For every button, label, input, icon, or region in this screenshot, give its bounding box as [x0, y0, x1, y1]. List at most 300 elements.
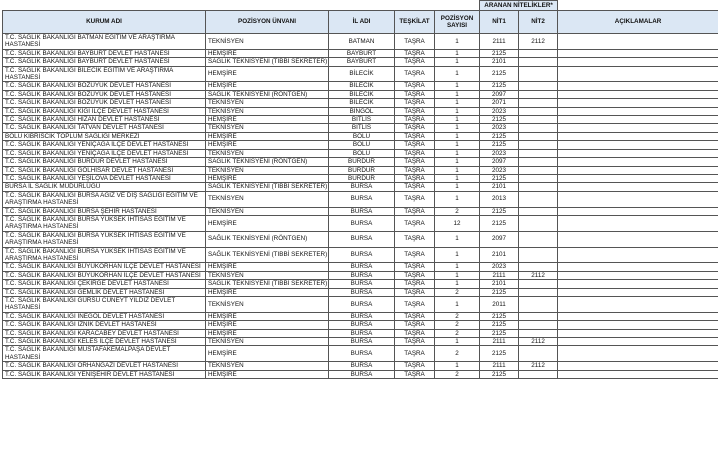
cell-pozisyon-unvani: TEKNİSYEN — [206, 34, 329, 50]
cell-nit1: 2125 — [480, 329, 519, 337]
cell-teskilat: TAŞRA — [395, 329, 435, 337]
job-listing-document — [2, 0, 718, 454]
cell-nit2: 2112 — [519, 271, 558, 279]
cell-nit1: 2125 — [480, 66, 519, 82]
cell-aciklama — [558, 215, 718, 231]
cell-pozisyon-sayisi: 1 — [435, 90, 480, 98]
cell-pozisyon-unvani: SAĞLIK TEKNİSYENİ (RÖNTGEN) — [206, 158, 329, 166]
cell-pozisyon-sayisi: 2 — [435, 207, 480, 215]
cell-aciklama — [558, 191, 718, 207]
table-body — [3, 34, 719, 379]
cell-nit1: 2125 — [480, 207, 519, 215]
cell-aciklama — [558, 174, 718, 182]
cell-teskilat: TAŞRA — [395, 82, 435, 90]
cell-kurum-adi: T.C. SAĞLIK BAKANLIĞI BOZÜYÜK DEVLET HASTANESİ — [3, 99, 206, 107]
cell-il-adi: BİLECİK — [329, 90, 395, 98]
cell-pozisyon-sayisi: 1 — [435, 271, 480, 279]
cell-kurum-adi: BURSA İL SAĞLIK MÜDÜRLÜĞÜ — [3, 183, 206, 191]
cell-nit1: 2111 — [480, 271, 519, 279]
cell-kurum-adi: T.C. SAĞLIK BAKANLIĞI BURSA YÜKSEK İHTİSAS EĞİTİM VE ARAŞTIRMA HASTANESİ — [3, 231, 206, 247]
table-row — [3, 231, 719, 247]
cell-pozisyon-sayisi: 12 — [435, 215, 480, 231]
header-pozisyon-sayisi: POZİSYON SAYISI — [435, 11, 480, 34]
cell-pozisyon-sayisi: 1 — [435, 158, 480, 166]
cell-pozisyon-sayisi: 1 — [435, 99, 480, 107]
cell-nit1: 2125 — [480, 116, 519, 124]
cell-kurum-adi: T.C. SAĞLIK BAKANLIĞI İZNİK DEVLET HASTANESİ — [3, 321, 206, 329]
cell-kurum-adi: T.C. SAĞLIK BAKANLIĞI BÜYÜKORHAN İLÇE DEVLET HASTANESİ — [3, 263, 206, 271]
cell-teskilat: TAŞRA — [395, 149, 435, 157]
cell-il-adi: BURSA — [329, 338, 395, 346]
cell-kurum-adi: T.C. SAĞLIK BAKANLIĞI BAYBURT DEVLET HASTANESİ — [3, 58, 206, 66]
cell-nit2 — [519, 329, 558, 337]
cell-teskilat: TAŞRA — [395, 174, 435, 182]
table-row — [3, 247, 719, 263]
cell-teskilat: TAŞRA — [395, 247, 435, 263]
cell-nit2 — [519, 124, 558, 132]
cell-il-adi: BOLU — [329, 132, 395, 140]
cell-nit1: 2111 — [480, 34, 519, 50]
cell-teskilat: TAŞRA — [395, 99, 435, 107]
table-row — [3, 263, 719, 271]
cell-il-adi: BURSA — [329, 215, 395, 231]
cell-teskilat: TAŞRA — [395, 312, 435, 320]
cell-nit1: 2101 — [480, 247, 519, 263]
cell-nit2 — [519, 231, 558, 247]
cell-teskilat: TAŞRA — [395, 297, 435, 313]
cell-teskilat: TAŞRA — [395, 124, 435, 132]
cell-il-adi: BURSA — [329, 329, 395, 337]
header-aciklamalar: AÇIKLAMALAR — [558, 11, 718, 34]
table-row — [3, 90, 719, 98]
cell-il-adi: BAYBURT — [329, 58, 395, 66]
cell-kurum-adi: T.C. SAĞLIK BAKANLIĞI GÖLHİSAR DEVLET HASTANESİ — [3, 166, 206, 174]
cell-teskilat: TAŞRA — [395, 132, 435, 140]
cell-teskilat: TAŞRA — [395, 116, 435, 124]
cell-pozisyon-unvani: TEKNİSYEN — [206, 166, 329, 174]
cell-pozisyon-sayisi: 1 — [435, 49, 480, 57]
cell-teskilat: TAŞRA — [395, 49, 435, 57]
cell-aciklama — [558, 149, 718, 157]
cell-pozisyon-sayisi: 2 — [435, 312, 480, 320]
cell-il-adi: BİTLİS — [329, 124, 395, 132]
cell-teskilat: TAŞRA — [395, 141, 435, 149]
cell-aciklama — [558, 321, 718, 329]
cell-teskilat: TAŞRA — [395, 362, 435, 370]
cell-pozisyon-unvani: SAĞLIK TEKNİSYENİ (TIBBİ SEKRETER) — [206, 183, 329, 191]
cell-pozisyon-sayisi: 1 — [435, 107, 480, 115]
cell-kurum-adi: T.C. SAĞLIK BAKANLIĞI YEŞİLOVA DEVLET HASTANESİ — [3, 174, 206, 182]
cell-aciklama — [558, 82, 718, 90]
cell-nit2 — [519, 166, 558, 174]
cell-nit1: 2125 — [480, 215, 519, 231]
cell-teskilat: TAŞRA — [395, 90, 435, 98]
cell-aciklama — [558, 312, 718, 320]
cell-teskilat: TAŞRA — [395, 271, 435, 279]
cell-nit1: 2023 — [480, 166, 519, 174]
cell-pozisyon-sayisi: 2 — [435, 329, 480, 337]
cell-aciklama — [558, 99, 718, 107]
cell-pozisyon-sayisi: 1 — [435, 34, 480, 50]
cell-teskilat: TAŞRA — [395, 107, 435, 115]
cell-nit1: 2023 — [480, 149, 519, 157]
table-row — [3, 191, 719, 207]
cell-pozisyon-unvani: HEMŞİRE — [206, 174, 329, 182]
cell-aciklama — [558, 297, 718, 313]
header-nit2: NİT2 — [519, 11, 558, 34]
cell-pozisyon-unvani: TEKNİSYEN — [206, 362, 329, 370]
cell-aciklama — [558, 34, 718, 50]
cell-il-adi: BURSA — [329, 191, 395, 207]
cell-aciklama — [558, 207, 718, 215]
cell-nit2 — [519, 116, 558, 124]
cell-nit2 — [519, 280, 558, 288]
cell-teskilat: TAŞRA — [395, 34, 435, 50]
cell-nit1: 2097 — [480, 231, 519, 247]
table-row — [3, 124, 719, 132]
cell-il-adi: BURSA — [329, 280, 395, 288]
cell-nit2 — [519, 82, 558, 90]
cell-teskilat: TAŞRA — [395, 207, 435, 215]
cell-nit2 — [519, 370, 558, 378]
header-pozisyon-unvani: POZİSYON ÜNVANI — [206, 11, 329, 34]
cell-aciklama — [558, 329, 718, 337]
cell-aciklama — [558, 271, 718, 279]
cell-nit1: 2023 — [480, 124, 519, 132]
cell-il-adi: BİNGÖL — [329, 107, 395, 115]
cell-pozisyon-sayisi: 1 — [435, 191, 480, 207]
cell-il-adi: BOLU — [329, 149, 395, 157]
header-nit1: NİT1 — [480, 11, 519, 34]
cell-nit1: 2125 — [480, 288, 519, 296]
cell-kurum-adi: T.C. SAĞLIK BAKANLIĞI YENİÇAĞA İLÇE DEVLET HASTANESİ — [3, 141, 206, 149]
cell-nit2 — [519, 132, 558, 140]
cell-il-adi: BURSA — [329, 297, 395, 313]
table-row — [3, 141, 719, 149]
cell-il-adi: BURSA — [329, 271, 395, 279]
header-spacer-right — [558, 1, 718, 11]
cell-il-adi: BURSA — [329, 288, 395, 296]
cell-aciklama — [558, 132, 718, 140]
cell-kurum-adi: T.C. SAĞLIK BAKANLIĞI ÇEKİRGE DEVLET HASTANESİ — [3, 280, 206, 288]
cell-nit1: 2111 — [480, 362, 519, 370]
cell-kurum-adi: T.C. SAĞLIK BAKANLIĞI BURSA AĞIZ VE DİŞ SAĞLIĞI EĞİTİM VE ARAŞTIRMA HASTANESİ — [3, 191, 206, 207]
table-row — [3, 288, 719, 296]
cell-pozisyon-unvani: HEMŞİRE — [206, 329, 329, 337]
cell-il-adi: BURSA — [329, 183, 395, 191]
table-row — [3, 338, 719, 346]
cell-nit1: 2125 — [480, 370, 519, 378]
cell-pozisyon-unvani: SAĞLIK TEKNİSYENİ (RÖNTGEN) — [206, 90, 329, 98]
cell-pozisyon-sayisi: 1 — [435, 174, 480, 182]
cell-pozisyon-unvani: TEKNİSYEN — [206, 297, 329, 313]
header-teskilat: TEŞKİLAT — [395, 11, 435, 34]
table-row — [3, 207, 719, 215]
cell-teskilat: TAŞRA — [395, 338, 435, 346]
cell-teskilat: TAŞRA — [395, 280, 435, 288]
cell-nit2 — [519, 215, 558, 231]
cell-pozisyon-unvani: SAĞLIK TEKNİSYENİ (TIBBİ SEKRETER) — [206, 247, 329, 263]
cell-aciklama — [558, 183, 718, 191]
cell-teskilat: TAŞRA — [395, 58, 435, 66]
cell-aciklama — [558, 263, 718, 271]
table-row — [3, 271, 719, 279]
table-row — [3, 99, 719, 107]
cell-nit1: 2125 — [480, 321, 519, 329]
cell-il-adi: BOLU — [329, 141, 395, 149]
cell-teskilat: TAŞRA — [395, 370, 435, 378]
cell-aciklama — [558, 107, 718, 115]
cell-pozisyon-unvani: HEMŞİRE — [206, 370, 329, 378]
cell-nit1: 2097 — [480, 158, 519, 166]
cell-nit2 — [519, 346, 558, 362]
cell-il-adi: BATMAN — [329, 34, 395, 50]
cell-nit1: 2101 — [480, 280, 519, 288]
cell-nit2 — [519, 158, 558, 166]
table-row — [3, 66, 719, 82]
cell-pozisyon-unvani: TEKNİSYEN — [206, 124, 329, 132]
cell-pozisyon-unvani: TEKNİSYEN — [206, 107, 329, 115]
cell-aciklama — [558, 288, 718, 296]
cell-pozisyon-sayisi: 1 — [435, 58, 480, 66]
cell-kurum-adi: T.C. SAĞLIK BAKANLIĞI BOZÜYÜK DEVLET HASTANESİ — [3, 82, 206, 90]
cell-nit1: 2013 — [480, 191, 519, 207]
cell-nit1: 2125 — [480, 346, 519, 362]
cell-pozisyon-sayisi: 2 — [435, 321, 480, 329]
table-row — [3, 132, 719, 140]
cell-il-adi: BİLECİK — [329, 99, 395, 107]
cell-il-adi: BURSA — [329, 346, 395, 362]
cell-nit2: 2112 — [519, 338, 558, 346]
cell-il-adi: BURDUR — [329, 174, 395, 182]
table-row — [3, 149, 719, 157]
table-row — [3, 158, 719, 166]
cell-il-adi: BURSA — [329, 362, 395, 370]
cell-kurum-adi: T.C. SAĞLIK BAKANLIĞI HİZAN DEVLET HASTANESİ — [3, 116, 206, 124]
cell-pozisyon-sayisi: 1 — [435, 82, 480, 90]
cell-kurum-adi: T.C. SAĞLIK BAKANLIĞI BURSA YÜKSEK İHTİSAS EĞİTİM VE ARAŞTIRMA HASTANESİ — [3, 215, 206, 231]
cell-il-adi: BURSA — [329, 263, 395, 271]
cell-kurum-adi: T.C. SAĞLIK BAKANLIĞI BÜYÜKORHAN İLÇE DEVLET HASTANESİ — [3, 271, 206, 279]
cell-kurum-adi: T.C. SAĞLIK BAKANLIĞI KELES İLÇE DEVLET HASTANESİ — [3, 338, 206, 346]
cell-pozisyon-sayisi: 1 — [435, 141, 480, 149]
cell-il-adi: BURDUR — [329, 166, 395, 174]
cell-nit2 — [519, 297, 558, 313]
table-row — [3, 183, 719, 191]
header-kurum-adi: KURUM ADI — [3, 11, 206, 34]
cell-nit1: 2101 — [480, 58, 519, 66]
cell-pozisyon-unvani: TEKNİSYEN — [206, 191, 329, 207]
cell-il-adi: BURSA — [329, 321, 395, 329]
cell-pozisyon-unvani: HEMŞİRE — [206, 321, 329, 329]
cell-aciklama — [558, 280, 718, 288]
cell-nit1: 2023 — [480, 263, 519, 271]
cell-teskilat: TAŞRA — [395, 231, 435, 247]
cell-nit2 — [519, 174, 558, 182]
cell-pozisyon-unvani: SAĞLIK TEKNİSYENİ (TIBBİ SEKRETER) — [206, 280, 329, 288]
cell-nit1: 2125 — [480, 312, 519, 320]
cell-il-adi: BİLECİK — [329, 66, 395, 82]
table-row — [3, 321, 719, 329]
cell-kurum-adi: T.C. SAĞLIK BAKANLIĞI BATMAN EĞİTİM VE ARAŞTIRMA HASTANESİ — [3, 34, 206, 50]
cell-aciklama — [558, 247, 718, 263]
cell-pozisyon-unvani: SAĞLIK TEKNİSYENİ (TIBBİ SEKRETER) — [206, 58, 329, 66]
cell-kurum-adi: BOLU KIBRISCIK TOPLUM SAĞLIĞI MERKEZİ — [3, 132, 206, 140]
cell-teskilat: TAŞRA — [395, 288, 435, 296]
cell-teskilat: TAŞRA — [395, 321, 435, 329]
cell-pozisyon-unvani: HEMŞİRE — [206, 288, 329, 296]
cell-kurum-adi: T.C. SAĞLIK BAKANLIĞI MUSTAFAKEMALPAŞA DEVLET HASTANESİ — [3, 346, 206, 362]
cell-pozisyon-unvani: TEKNİSYEN — [206, 271, 329, 279]
cell-nit2: 2112 — [519, 34, 558, 50]
cell-pozisyon-unvani: HEMŞİRE — [206, 49, 329, 57]
cell-kurum-adi: T.C. SAĞLIK BAKANLIĞI YENİÇAĞA İLÇE DEVLET HASTANESİ — [3, 149, 206, 157]
cell-nit1: 2125 — [480, 49, 519, 57]
cell-teskilat: TAŞRA — [395, 346, 435, 362]
cell-pozisyon-unvani: SAĞLIK TEKNİSYENİ (RÖNTGEN) — [206, 231, 329, 247]
table-row — [3, 116, 719, 124]
cell-nit2 — [519, 191, 558, 207]
cell-aciklama — [558, 346, 718, 362]
cell-nit2 — [519, 58, 558, 66]
header-il-adi: İL ADI — [329, 11, 395, 34]
cell-pozisyon-sayisi: 1 — [435, 124, 480, 132]
positions-table — [2, 0, 718, 379]
cell-pozisyon-sayisi: 2 — [435, 370, 480, 378]
cell-il-adi: BURSA — [329, 312, 395, 320]
cell-pozisyon-unvani: HEMŞİRE — [206, 263, 329, 271]
cell-kurum-adi: T.C. SAĞLIK BAKANLIĞI BİLECİK EĞİTİM VE ARAŞTIRMA HASTANESİ — [3, 66, 206, 82]
cell-nit2: 2112 — [519, 362, 558, 370]
cell-pozisyon-sayisi: 1 — [435, 116, 480, 124]
cell-aciklama — [558, 90, 718, 98]
cell-nit2 — [519, 183, 558, 191]
cell-kurum-adi: T.C. SAĞLIK BAKANLIĞI GEMLİK DEVLET HASTANESİ — [3, 288, 206, 296]
cell-nit2 — [519, 321, 558, 329]
cell-pozisyon-sayisi: 1 — [435, 362, 480, 370]
cell-nit1: 2125 — [480, 132, 519, 140]
cell-kurum-adi: T.C. SAĞLIK BAKANLIĞI BOZÜYÜK DEVLET HASTANESİ — [3, 90, 206, 98]
table-row — [3, 166, 719, 174]
cell-pozisyon-unvani: HEMŞİRE — [206, 66, 329, 82]
cell-nit2 — [519, 247, 558, 263]
cell-aciklama — [558, 370, 718, 378]
cell-pozisyon-sayisi: 1 — [435, 66, 480, 82]
table-row — [3, 329, 719, 337]
cell-kurum-adi: T.C. SAĞLIK BAKANLIĞI İNEGÖL DEVLET HASTANESİ — [3, 312, 206, 320]
cell-pozisyon-unvani: TEKNİSYEN — [206, 149, 329, 157]
cell-kurum-adi: T.C. SAĞLIK BAKANLIĞI YENİŞEHİR DEVLET HASTANESİ — [3, 370, 206, 378]
cell-teskilat: TAŞRA — [395, 183, 435, 191]
table-row — [3, 312, 719, 320]
cell-teskilat: TAŞRA — [395, 166, 435, 174]
cell-pozisyon-sayisi: 1 — [435, 338, 480, 346]
cell-aciklama — [558, 166, 718, 174]
header-spacer — [3, 1, 480, 11]
cell-aciklama — [558, 158, 718, 166]
table-row — [3, 370, 719, 378]
cell-aciklama — [558, 362, 718, 370]
cell-il-adi: BURSA — [329, 247, 395, 263]
cell-pozisyon-sayisi: 1 — [435, 166, 480, 174]
cell-teskilat: TAŞRA — [395, 263, 435, 271]
cell-aciklama — [558, 116, 718, 124]
cell-kurum-adi: T.C. SAĞLIK BAKANLIĞI BURSA YÜKSEK İHTİSAS EĞİTİM VE ARAŞTIRMA HASTANESİ — [3, 247, 206, 263]
table-row — [3, 174, 719, 182]
cell-nit1: 2111 — [480, 338, 519, 346]
table-row — [3, 297, 719, 313]
cell-il-adi: BURSA — [329, 207, 395, 215]
cell-nit2 — [519, 288, 558, 296]
table-row — [3, 346, 719, 362]
cell-pozisyon-unvani: TEKNİSYEN — [206, 338, 329, 346]
cell-il-adi: BURSA — [329, 370, 395, 378]
cell-pozisyon-sayisi: 1 — [435, 280, 480, 288]
cell-kurum-adi: T.C. SAĞLIK BAKANLIĞI BURDUR DEVLET HASTANESİ — [3, 158, 206, 166]
cell-kurum-adi: T.C. SAĞLIK BAKANLIĞI KİĞI İLÇE DEVLET HASTANESİ — [3, 107, 206, 115]
cell-nit2 — [519, 149, 558, 157]
cell-pozisyon-unvani: TEKNİSYEN — [206, 207, 329, 215]
cell-nit1: 2023 — [480, 107, 519, 115]
cell-pozisyon-unvani: HEMŞİRE — [206, 132, 329, 140]
cell-teskilat: TAŞRA — [395, 66, 435, 82]
cell-il-adi: BAYBURT — [329, 49, 395, 57]
cell-il-adi: BURSA — [329, 231, 395, 247]
cell-pozisyon-sayisi: 1 — [435, 132, 480, 140]
cell-pozisyon-sayisi: 1 — [435, 149, 480, 157]
cell-aciklama — [558, 66, 718, 82]
cell-il-adi: BURDUR — [329, 158, 395, 166]
table-row — [3, 280, 719, 288]
cell-kurum-adi: T.C. SAĞLIK BAKANLIĞI BURSA ŞEHİR HASTANESİ — [3, 207, 206, 215]
cell-pozisyon-unvani: TEKNİSYEN — [206, 99, 329, 107]
cell-pozisyon-unvani: HEMŞİRE — [206, 346, 329, 362]
cell-nit1: 2097 — [480, 90, 519, 98]
cell-pozisyon-sayisi: 1 — [435, 183, 480, 191]
cell-kurum-adi: T.C. SAĞLIK BAKANLIĞI GÜRSU CÜNEYT YILDIZ DEVLET HASTANESİ — [3, 297, 206, 313]
cell-kurum-adi: T.C. SAĞLIK BAKANLIĞI TATVAN DEVLET HASTANESİ — [3, 124, 206, 132]
cell-pozisyon-sayisi: 1 — [435, 231, 480, 247]
table-row — [3, 82, 719, 90]
cell-kurum-adi: T.C. SAĞLIK BAKANLIĞI BAYBURT DEVLET HASTANESİ — [3, 49, 206, 57]
cell-pozisyon-unvani: HEMŞİRE — [206, 312, 329, 320]
table-row — [3, 362, 719, 370]
cell-nit2 — [519, 141, 558, 149]
cell-pozisyon-unvani: HEMŞİRE — [206, 141, 329, 149]
cell-pozisyon-unvani: HEMŞİRE — [206, 215, 329, 231]
cell-nit2 — [519, 207, 558, 215]
cell-nit2 — [519, 263, 558, 271]
cell-pozisyon-sayisi: 2 — [435, 288, 480, 296]
cell-aciklama — [558, 124, 718, 132]
cell-pozisyon-sayisi: 1 — [435, 247, 480, 263]
cell-nit1: 2071 — [480, 99, 519, 107]
cell-aciklama — [558, 141, 718, 149]
cell-nit1: 2125 — [480, 141, 519, 149]
cell-il-adi: BİLECİK — [329, 82, 395, 90]
cell-teskilat: TAŞRA — [395, 215, 435, 231]
cell-kurum-adi: T.C. SAĞLIK BAKANLIĞI KARACABEY DEVLET HASTANESİ — [3, 329, 206, 337]
header-group-aranan-nitelikler: ARANAN NİTELİKLER* — [480, 1, 558, 11]
table-row — [3, 58, 719, 66]
cell-il-adi: BİTLİS — [329, 116, 395, 124]
cell-aciklama — [558, 231, 718, 247]
cell-pozisyon-sayisi: 1 — [435, 297, 480, 313]
table-row — [3, 215, 719, 231]
cell-kurum-adi: T.C. SAĞLIK BAKANLIĞI ORHANGAZİ DEVLET HASTANESİ — [3, 362, 206, 370]
cell-nit1: 2125 — [480, 174, 519, 182]
cell-teskilat: TAŞRA — [395, 191, 435, 207]
